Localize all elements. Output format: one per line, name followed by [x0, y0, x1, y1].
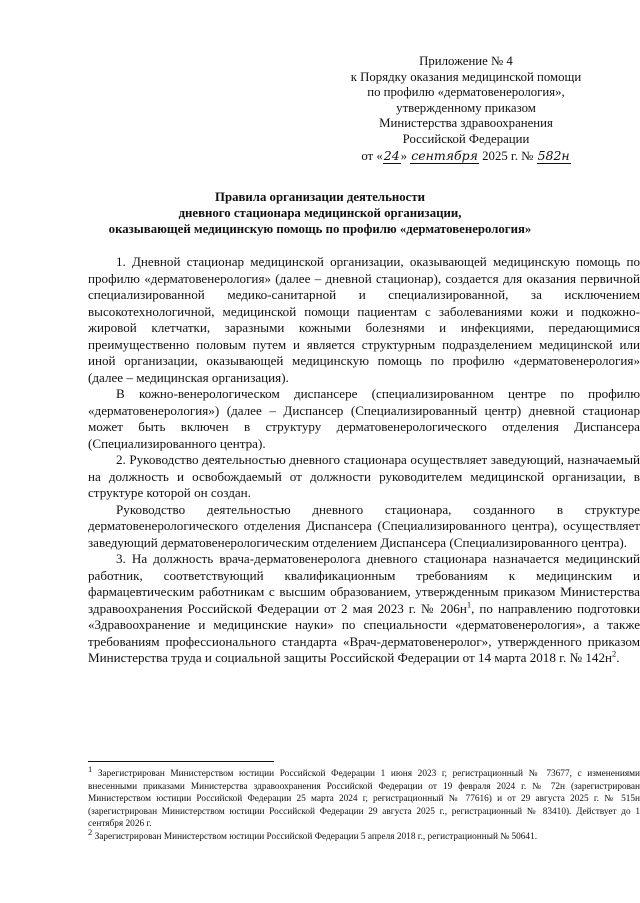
- handwritten-day: 24: [383, 147, 400, 163]
- footnote-ref-1: 1: [466, 599, 472, 610]
- paragraph-5-text-c: .: [616, 650, 620, 665]
- paragraph-3: 2. Руководство деятельностью дневного стационара осуществляет заведующий, назначаемый на должность и освобождаемый от должности руководителем медицинской организации, в структуре которой он создан.: [88, 452, 640, 500]
- paragraph-2: В кожно-венерологическом диспансере (специализированном центре по профилю «дерматовенерология») (далее – Диспансер (Специализированный центр) дневной стационар может быть включен в структуру дерматовенерологического отделения Диспансера (Специализированного центра).: [88, 386, 640, 451]
- footnote-1-text: Зарегистрирован Министерством юстиции Российской Федерации 1 июня 2023 г, регистрационный № 73677, с изменениями внесенными приказами Министерства здравоохранения Российской Федерации от 19 февраля 2024 г. № 72н (зарегистрирован Министерством юстиции Российской Федерации 25 марта 2024 г, регистрационный № 77616) и от 29 августа 2025 г. № 515н (зарегистрирован Министерством юстиции Российской Федерации 29 августа 2025 г., регистрационный № 83410). Действует до 1 сентября 2026 г.: [88, 769, 640, 830]
- appendix-line: к Порядку оказания медицинской помощи: [350, 69, 582, 84]
- appendix-line: Министерства здравоохранения: [379, 116, 553, 131]
- footnotes: [88, 763, 640, 844]
- appendix-date-line: [300, 148, 632, 165]
- paragraph-4: Руководство деятельностью дневного стационара, созданного в структуре дерматовенерологического отделения Диспансера (Специализированного центра), осуществляет заведующий дерматовенерологическим отделением Диспансера (Специализированного центра).: [88, 501, 640, 550]
- footnote-2-text: Зарегистрирован Министерством юстиции Российской Федерации 5 апреля 2018 г., регистрационный № 50641.: [92, 831, 538, 842]
- footnote-ref-2: 2: [612, 648, 617, 659]
- paragraph-5: [88, 551, 640, 667]
- footnote-1-mark: 1: [88, 763, 93, 774]
- appendix-header: [300, 54, 632, 164]
- appendix-line: по профилю «дерматовенерология»,: [367, 85, 565, 100]
- paragraph-1: 1. Дневной стационар медицинской организации, оказывающей медицинскую помощь по профилю «дерматовенерология» (далее – дневной стационар), создается для оказания первичной специализированной медико-санитарной и специализированной, за исключением высокотехнологичной, медицинской помощи пациентам с заболеваниями кожи и подкожно-жировой клетчатки, заразными кожными болезнями и инфекциями, передающимися преимущественно половым путем и является структурным подразделением медицинской или иной организации, оказывающей медицинскую помощь по профилю «дерматовенерология» (далее – медицинская организация).: [88, 254, 640, 385]
- title-line: дневного стационара медицинской организации,: [178, 206, 462, 221]
- appendix-line: утвержденному приказом: [396, 100, 536, 115]
- footnote-2: [88, 826, 640, 844]
- document-title: [40, 189, 600, 238]
- appendix-line: Приложение № 4: [419, 54, 513, 68]
- footnote-1: [88, 763, 640, 831]
- title-line: оказывающей медицинскую помощь по профилю «дерматовенерология»: [108, 222, 532, 237]
- title-line: Правила организации деятельности: [215, 190, 425, 204]
- date-quote: »: [400, 148, 408, 163]
- paragraph-5-text-b: , по направлению подготовки «Здравоохранение и медицинские науки» по специальности «дерматовенерология», а также требованиям профессионального стандарта «Врач-дерматовенеролог», утвержденного приказом Министерства труда и социальной защиты Российской Федерации от 14 марта 2018 г. № 142н: [88, 600, 640, 665]
- footnote-2-mark: 2: [88, 826, 93, 837]
- document-body: [88, 254, 640, 667]
- footnote-divider: [88, 761, 274, 762]
- date-year: 2025 г. №: [482, 148, 534, 163]
- handwritten-order-number: 582н: [537, 147, 570, 163]
- paragraph-5-text-a: 3. На должность врача-дерматовенеролога дневного стационара назначается медицинский работник, соответствующий квалификационным требованиям к медицинским и фармацевтическим работникам с высшим образованием, утвержденным приказом Министерства здравоохранения Российской Федерации от 2 мая 2023 г. № 206н: [88, 551, 640, 616]
- date-prefix: от «: [361, 148, 383, 163]
- appendix-line: Российской Федерации: [402, 131, 530, 146]
- handwritten-month: сентября: [411, 147, 478, 163]
